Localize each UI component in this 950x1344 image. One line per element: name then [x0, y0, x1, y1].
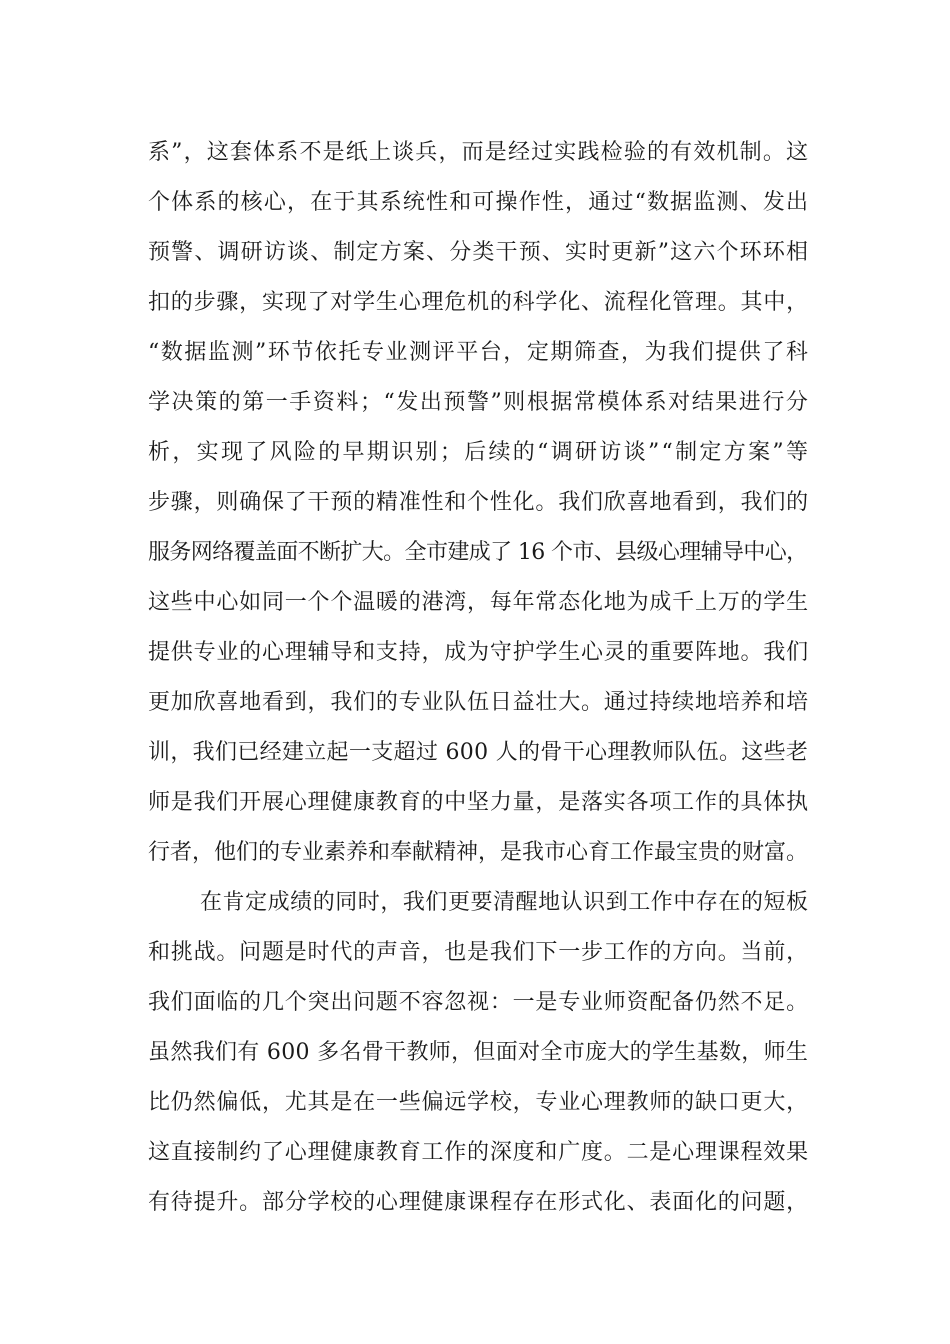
- text-line: 有待提升。部分学校的心理健康课程存在形式化、表面化的问题，: [148, 1190, 809, 1215]
- body-text: [148, 128, 811, 1228]
- text-line: “数据监测”环节依托专业测评平台，定期筛查，为我们提供了科: [148, 340, 810, 365]
- text-line: 这直接制约了心理健康教育工作的深度和广度。二是心理课程效果: [148, 1140, 809, 1165]
- text-line: 虽然我们有 600 多名骨干教师，但面对全市庞大的学生基数，师生: [148, 1040, 809, 1065]
- text-line: 更加欣喜地看到，我们的专业队伍日益壮大。通过持续地培养和培: [148, 690, 809, 715]
- text-line: 预警、调研访谈、制定方案、分类干预、实时更新”这六个环环相: [148, 240, 810, 265]
- text-line: 个体系的核心，在于其系统性和可操作性，通过“数据监测、发出: [148, 190, 810, 215]
- text-line: 比仍然偏低，尤其是在一些偏远学校，专业心理教师的缺口更大，: [148, 1090, 809, 1115]
- text-line: 行者，他们的专业素养和奉献精神，是我市心育工作最宝贵的财富。: [148, 840, 809, 865]
- text-line: 学决策的第一手资料；“发出预警”则根据常模体系对结果进行分: [148, 390, 810, 415]
- text-line: 步骤，则确保了干预的精准性和个性化。我们欣喜地看到，我们的: [148, 490, 809, 515]
- paragraph-first-line: 在肯定成绩的同时，我们更要清醒地认识到工作中存在的短板: [200, 890, 809, 915]
- text-line: 训，我们已经建立起一支超过 600 人的骨干心理教师队伍。这些老: [148, 740, 809, 765]
- text-line: 服务网络覆盖面不断扩大。全市建成了 16 个市、县级心理辅导中心，: [148, 540, 808, 565]
- text-line: 这些中心如同一个个温暖的港湾，每年常态化地为成千上万的学生: [148, 590, 809, 615]
- text-line: 扣的步骤，实现了对学生心理危机的科学化、流程化管理。其中，: [148, 290, 809, 315]
- text-line: 系”，这套体系不是纸上谈兵，而是经过实践检验的有效机制。这: [148, 140, 810, 165]
- text-line: 析，实现了风险的早期识别；后续的“调研访谈”“制定方案”等: [148, 440, 811, 465]
- text-line: 提供专业的心理辅导和支持，成为守护学生心灵的重要阵地。我们: [148, 640, 809, 665]
- text-line: 我们面临的几个突出问题不容忽视：一是专业师资配备仍然不足。: [148, 990, 809, 1015]
- text-line: 和挑战。问题是时代的声音，也是我们下一步工作的方向。当前，: [148, 940, 809, 965]
- text-line: 师是我们开展心理健康教育的中坚力量，是落实各项工作的具体执: [148, 790, 809, 815]
